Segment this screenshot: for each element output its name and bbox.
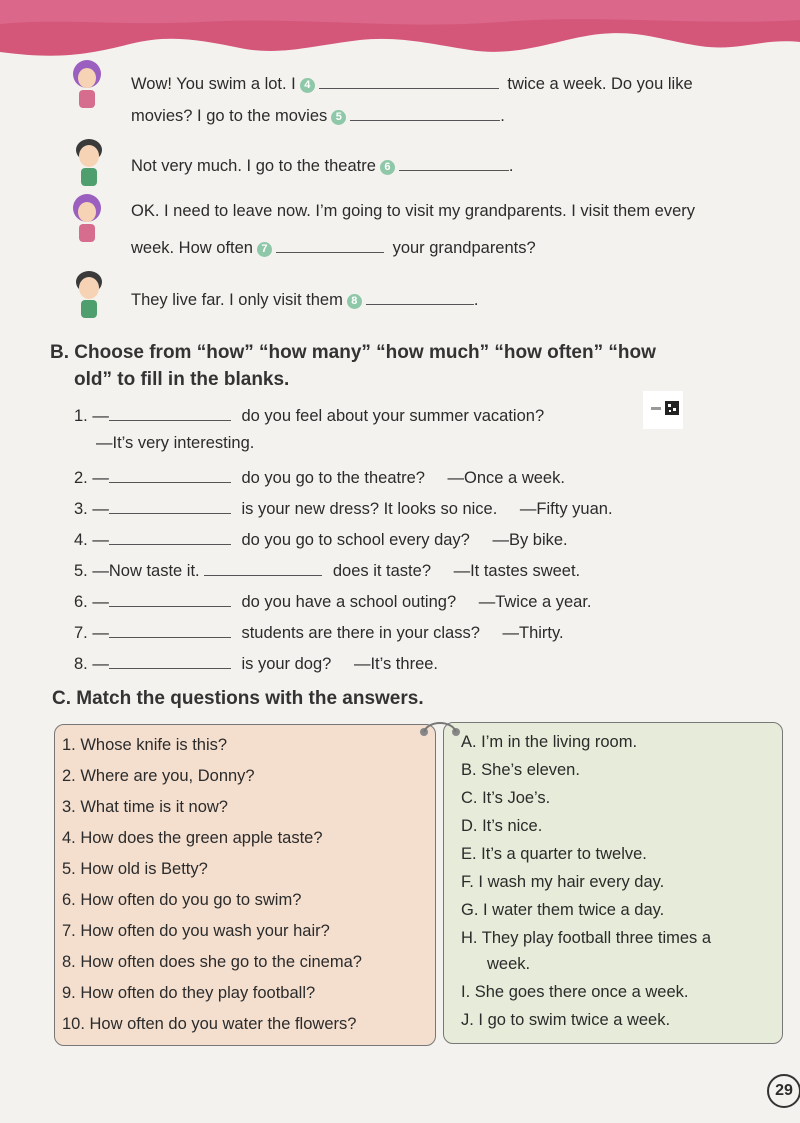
- question-item: 8. How often does she go to the cinema?: [62, 953, 362, 971]
- question-item: 9. How often do they play football?: [62, 984, 316, 1002]
- answer-blank[interactable]: [204, 557, 322, 576]
- answer-item: E. It’s a quarter to twelve.: [461, 845, 647, 863]
- fill-item-6: 6. — do you have a school outing? —Twice a year.: [74, 588, 592, 612]
- boy-avatar-icon: [72, 136, 106, 188]
- fill-item-7: 7. — students are there in your class? —Thirty.: [74, 619, 564, 643]
- question-item: 2. Where are you, Donny?: [62, 767, 255, 785]
- question-item: 1. Whose knife is this?: [62, 736, 228, 754]
- header-banner: [0, 0, 800, 70]
- dialogue-line: Wow! You swim a lot. I 4 twice a week. Do you like: [131, 70, 693, 94]
- fill-item-5: 5. —Now taste it. does it taste? —It tastes sweet.: [74, 557, 580, 581]
- answer-blank[interactable]: [109, 464, 231, 483]
- answer-blank[interactable]: [350, 102, 500, 121]
- answer-blank[interactable]: [109, 588, 231, 607]
- dialogue-line: OK. I need to leave now. I’m going to visit my grandparents. I visit them every: [131, 202, 696, 220]
- dialogue-line: movies? I go to the movies 5 .: [131, 102, 505, 126]
- dialogue-line: They live far. I only visit them 8 .: [131, 286, 478, 310]
- question-item: 3. What time is it now?: [62, 798, 228, 816]
- answer-item: B. She’s eleven.: [461, 761, 580, 779]
- blank-number-badge: 4: [300, 78, 315, 93]
- question-item: 7. How often do you wash your hair?: [62, 922, 330, 940]
- question-item: 6. How often do you go to swim?: [62, 891, 302, 909]
- answer-item: J. I go to swim twice a week.: [461, 1011, 671, 1029]
- blank-number-badge: 5: [331, 110, 346, 125]
- answer-item: G. I water them twice a day.: [461, 901, 665, 919]
- dialogue-line: Not very much. I go to the theatre 6 .: [131, 152, 513, 176]
- qr-code-icon: [643, 391, 683, 429]
- blank-number-badge: 7: [257, 242, 272, 257]
- answer-blank[interactable]: [109, 526, 231, 545]
- answer-item: I. She goes there once a week.: [461, 983, 689, 1001]
- page-number: 29: [767, 1074, 800, 1108]
- blank-number-badge: 8: [347, 294, 362, 309]
- answer-item: C. It’s Joe’s.: [461, 789, 551, 807]
- question-item: 10. How often do you water the flowers?: [62, 1015, 357, 1033]
- fill-item-2: 2. — do you go to the theatre? —Once a week.: [74, 464, 565, 488]
- answer-blank[interactable]: [399, 152, 509, 171]
- answer-blank[interactable]: [109, 402, 231, 421]
- answer-item: D. It’s nice.: [461, 817, 543, 835]
- section-c-heading: C. Match the questions with the answers.: [52, 688, 424, 709]
- question-item: 4. How does the green apple taste?: [62, 829, 323, 847]
- answer-item: F. I wash my hair every day.: [461, 873, 665, 891]
- fill-item-1: 1. — do you feel about your summer vacation?: [74, 402, 544, 426]
- answer-item-cont: week.: [487, 955, 531, 973]
- section-b-heading: B. Choose from “how” “how many” “how much” “how often” “how: [50, 342, 656, 363]
- fill-item-1-answer: —It’s very interesting.: [96, 434, 255, 452]
- question-item: 5. How old is Betty?: [62, 860, 208, 878]
- answer-blank[interactable]: [109, 619, 231, 638]
- fill-item-4: 4. — do you go to school every day? —By bike.: [74, 526, 568, 550]
- binder-ring-icon: [418, 718, 462, 740]
- fill-item-8: 8. — is your dog? —It’s three.: [74, 650, 438, 674]
- answer-blank[interactable]: [109, 495, 231, 514]
- answer-item: H. They play football three times a: [461, 929, 712, 947]
- girl-avatar-icon: [70, 58, 104, 110]
- blank-number-badge: 6: [380, 160, 395, 175]
- girl-avatar-icon: [70, 192, 104, 244]
- dialogue-line: week. How often 7 your grandparents?: [131, 234, 536, 258]
- answer-blank[interactable]: [366, 286, 474, 305]
- answer-blank[interactable]: [276, 234, 384, 253]
- answer-item: A. I’m in the living room.: [461, 733, 638, 751]
- answer-blank[interactable]: [109, 650, 231, 669]
- fill-item-3: 3. — is your new dress? It looks so nice. —Fifty yuan.: [74, 495, 613, 519]
- answer-blank[interactable]: [319, 70, 499, 89]
- boy-avatar-icon: [72, 268, 106, 320]
- section-b-heading-cont: old” to fill in the blanks.: [74, 369, 290, 390]
